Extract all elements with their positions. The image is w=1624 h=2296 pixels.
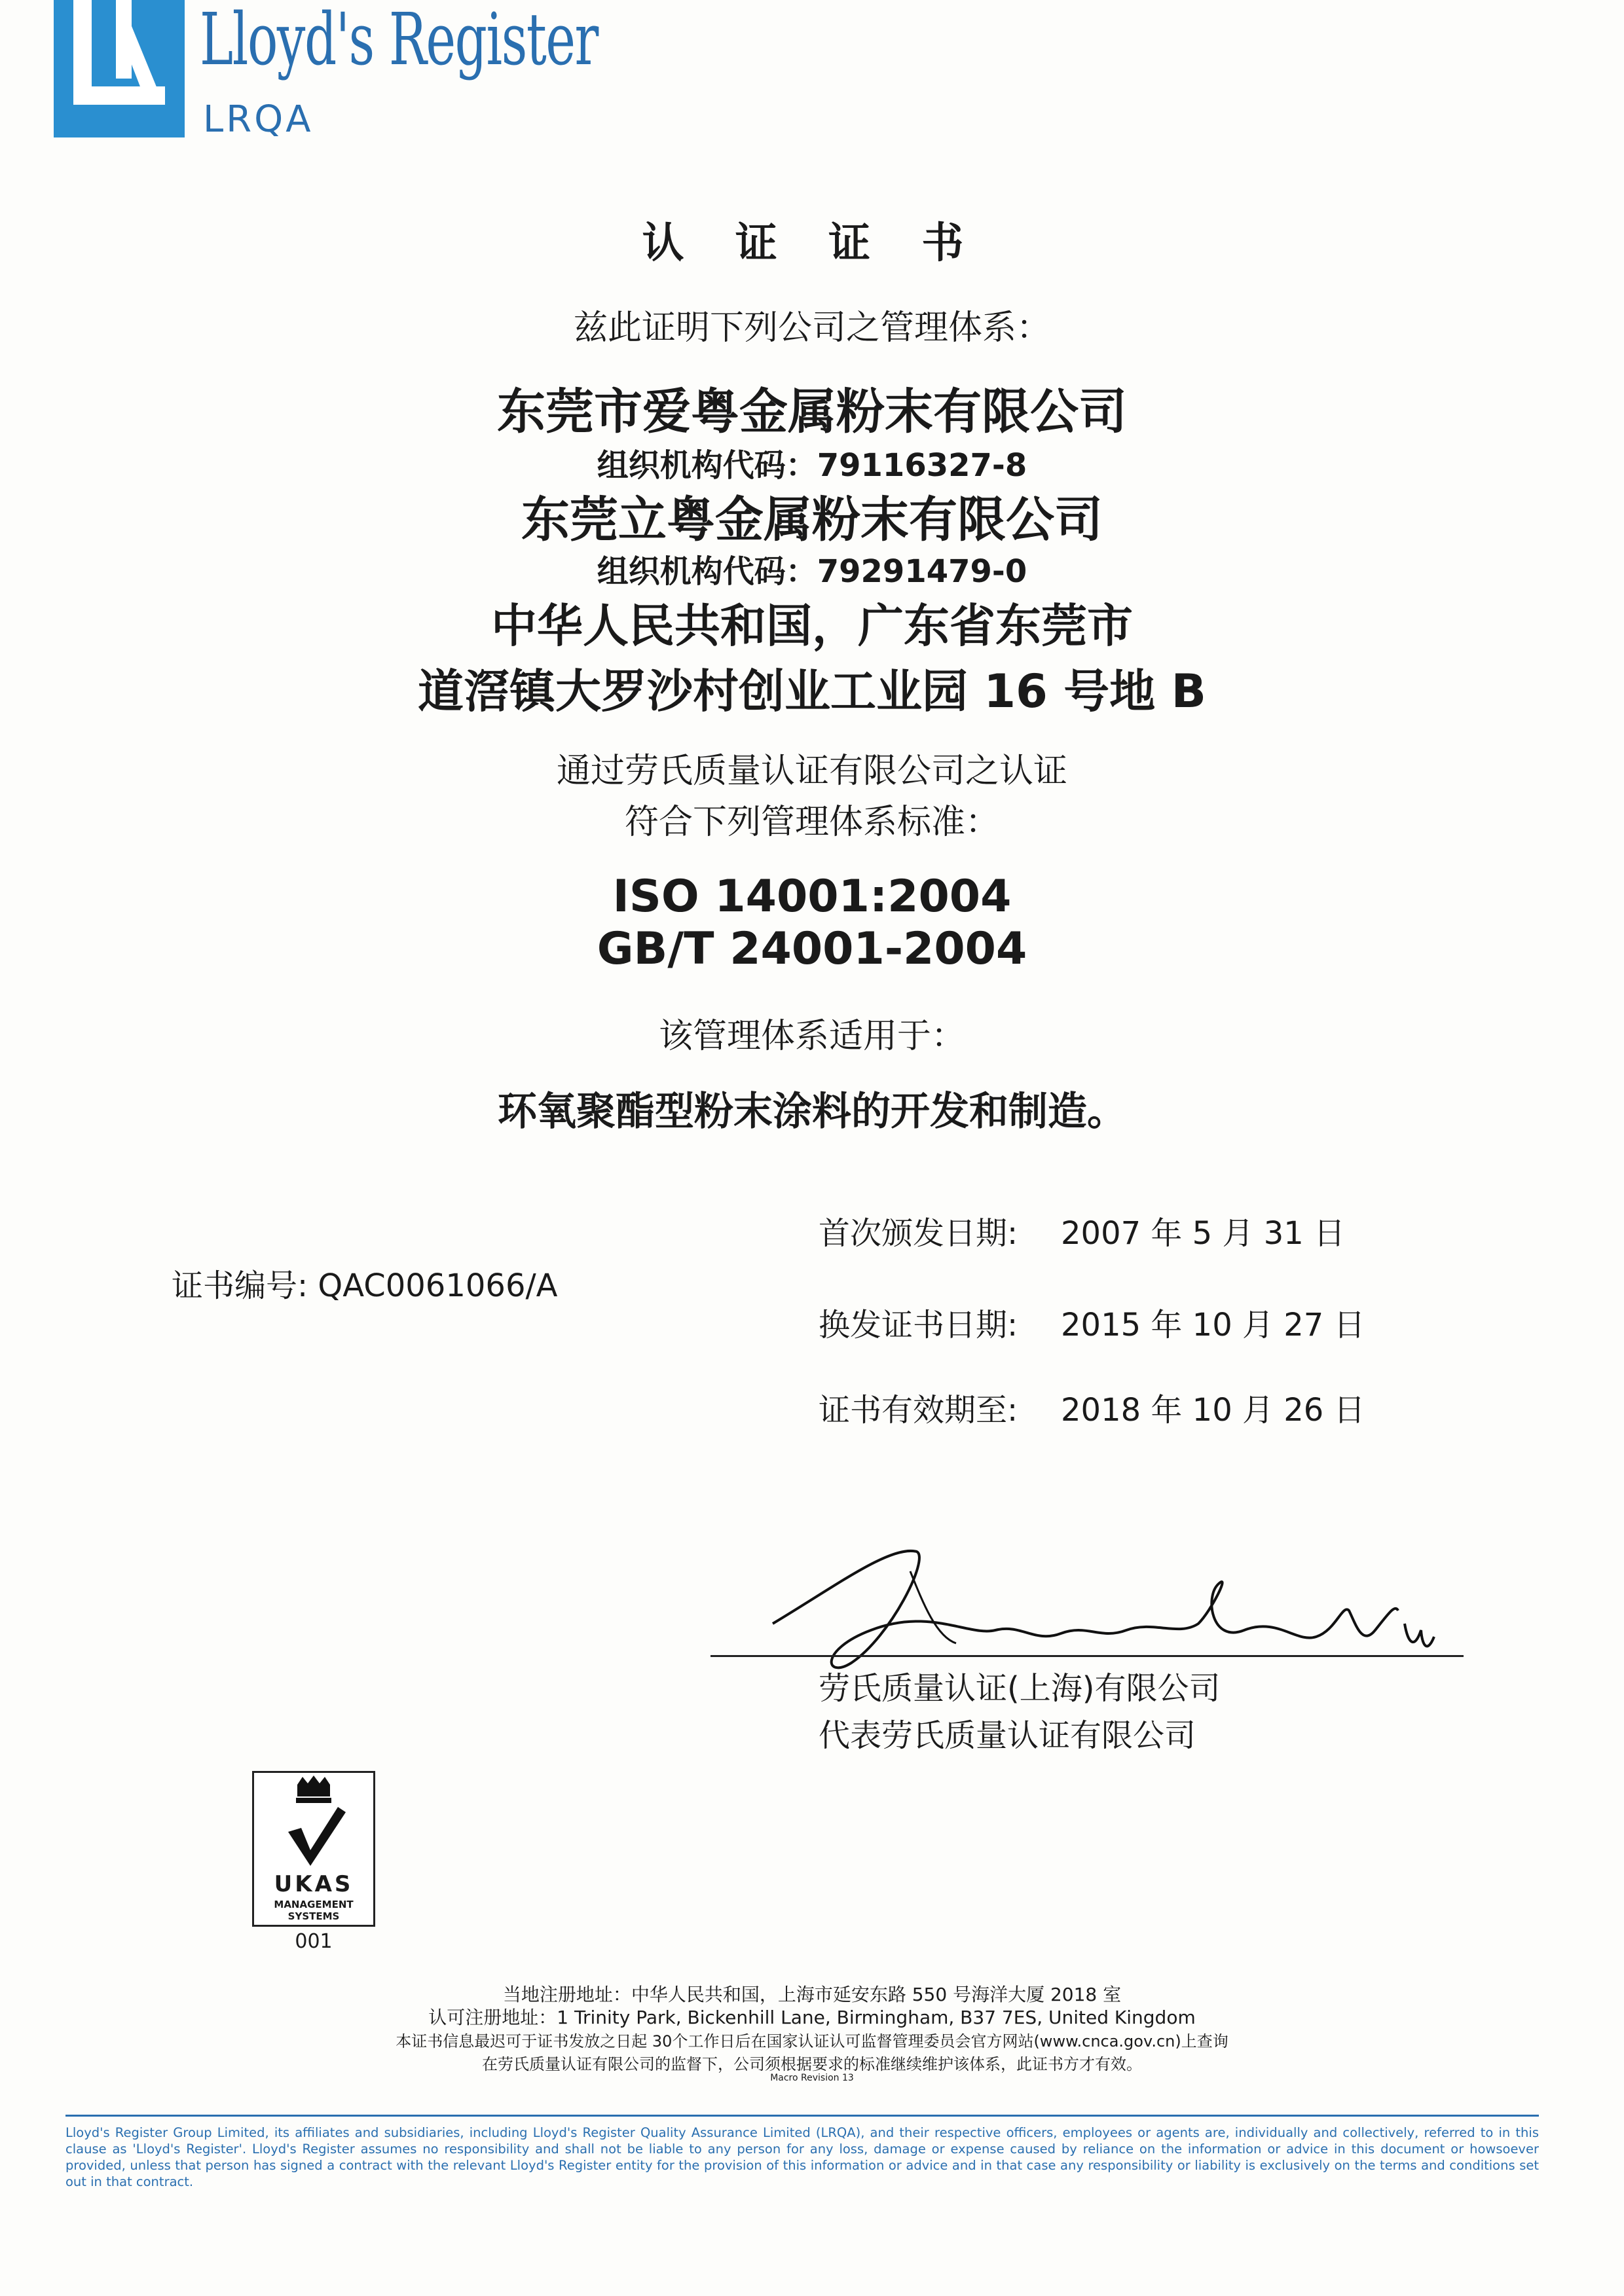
certificate-intro: 兹此证明下列公司之管理体系：: [573, 308, 1050, 348]
verification-note: 本证书信息最迟可于证书发放之日起 30个工作日后在国家认证认可监督管理委员会官方网站(www.cnca.gov.cn)上查询: [396, 2032, 1228, 2050]
lrqa-logo-mark: [54, 0, 185, 137]
ukas-name: UKAS: [274, 1871, 354, 1897]
registered-address: 认可注册地址：1 Trinity Park, Bickenhill Lane, Birmingham, B37 7ES, United Kingdom: [428, 2007, 1196, 2028]
date-value: 2018 年 10 月 26 日: [1061, 1392, 1365, 1429]
local-address: 当地注册地址：中华人民共和国，上海市延安东路 550 号海洋大厦 2018 室: [502, 1984, 1122, 2005]
revision-label: Macro Revision 13: [770, 2073, 854, 2083]
company-name: 东莞市爱粤金属粉末有限公司: [497, 384, 1127, 440]
signatory-org-line2: 代表劳氏质量认证有限公司: [819, 1717, 1196, 1754]
ukas-number: 001: [295, 1930, 333, 1953]
logo-subtitle: LRQA: [203, 98, 314, 141]
legal-disclaimer: Lloyd's Register Group Limited, its affiliates and subsidiaries, including Lloyd's Register Quality Assurance Limited (LRQA), and their respective officers, employees or agents are, individually and collectively, referred to in this clause as 'Lloyd's Register'. Lloyd's Register assumes no responsibility and shall not be liable to any person for any loss, damage or expense caused by reliance on the information or advice in this document or howsoever provided, unless that person has signed a contract with the relevant Lloyd's Register entity for the provision of this information or advice and in that case any responsibility or liability is exclusively on the terms and conditions set out in that contract.: [65, 2125, 1539, 2189]
standard: GB/T 24001-2004: [597, 923, 1027, 975]
date-label: 首次颁发日期:: [819, 1215, 1018, 1252]
date-value: 2015 年 10 月 27 日: [1061, 1307, 1365, 1343]
date-label: 换发证书日期:: [819, 1307, 1018, 1343]
crown-check-icon: [254, 1773, 373, 1871]
company-code: 组织机构代码：79116327-8: [597, 447, 1027, 484]
signature-image: [760, 1532, 1467, 1683]
date-label: 证书有效期至:: [819, 1392, 1018, 1429]
validity-note: 在劳氏质量认证有限公司的监督下，公司须根据要求的标准继续维护该体系，此证书方才有效。: [482, 2055, 1142, 2073]
date-value: 2007 年 5 月 31 日: [1061, 1215, 1346, 1252]
logo-wordmark: Lloyd's Register: [200, 0, 598, 81]
certified-by-line2: 符合下列管理体系标准：: [624, 803, 999, 842]
certificate-title: 认 证 证 书: [642, 219, 982, 268]
certificate-number: 证书编号: QAC0061066/A: [172, 1267, 558, 1304]
scope-text: 环氧聚酯型粉末涂料的开发和制造。: [498, 1089, 1126, 1135]
signatory-org-line1: 劳氏质量认证(上海)有限公司: [819, 1670, 1221, 1707]
disclaimer-divider: [65, 2115, 1539, 2117]
certified-by-line1: 通过劳氏质量认证有限公司之认证: [556, 752, 1067, 791]
ukas-subtitle: MANAGEMENT: [274, 1899, 354, 1910]
standard: ISO 14001:2004: [612, 871, 1012, 922]
company-address-line1: 中华人民共和国，广东省东莞市: [491, 599, 1133, 653]
signature-line: [710, 1655, 1464, 1657]
ukas-accreditation-mark: [252, 1771, 375, 1927]
company-code: 组织机构代码：79291479-0: [597, 553, 1027, 590]
company-name: 东莞立粤金属粉末有限公司: [521, 492, 1103, 548]
company-address-line2: 道滘镇大罗沙村创业工业园 16 号地 B: [418, 665, 1206, 718]
lr-monogram-icon: [54, 0, 185, 137]
ukas-subtitle: SYSTEMS: [287, 1910, 340, 1922]
scope-label: 该管理体系适用于：: [658, 1017, 965, 1056]
